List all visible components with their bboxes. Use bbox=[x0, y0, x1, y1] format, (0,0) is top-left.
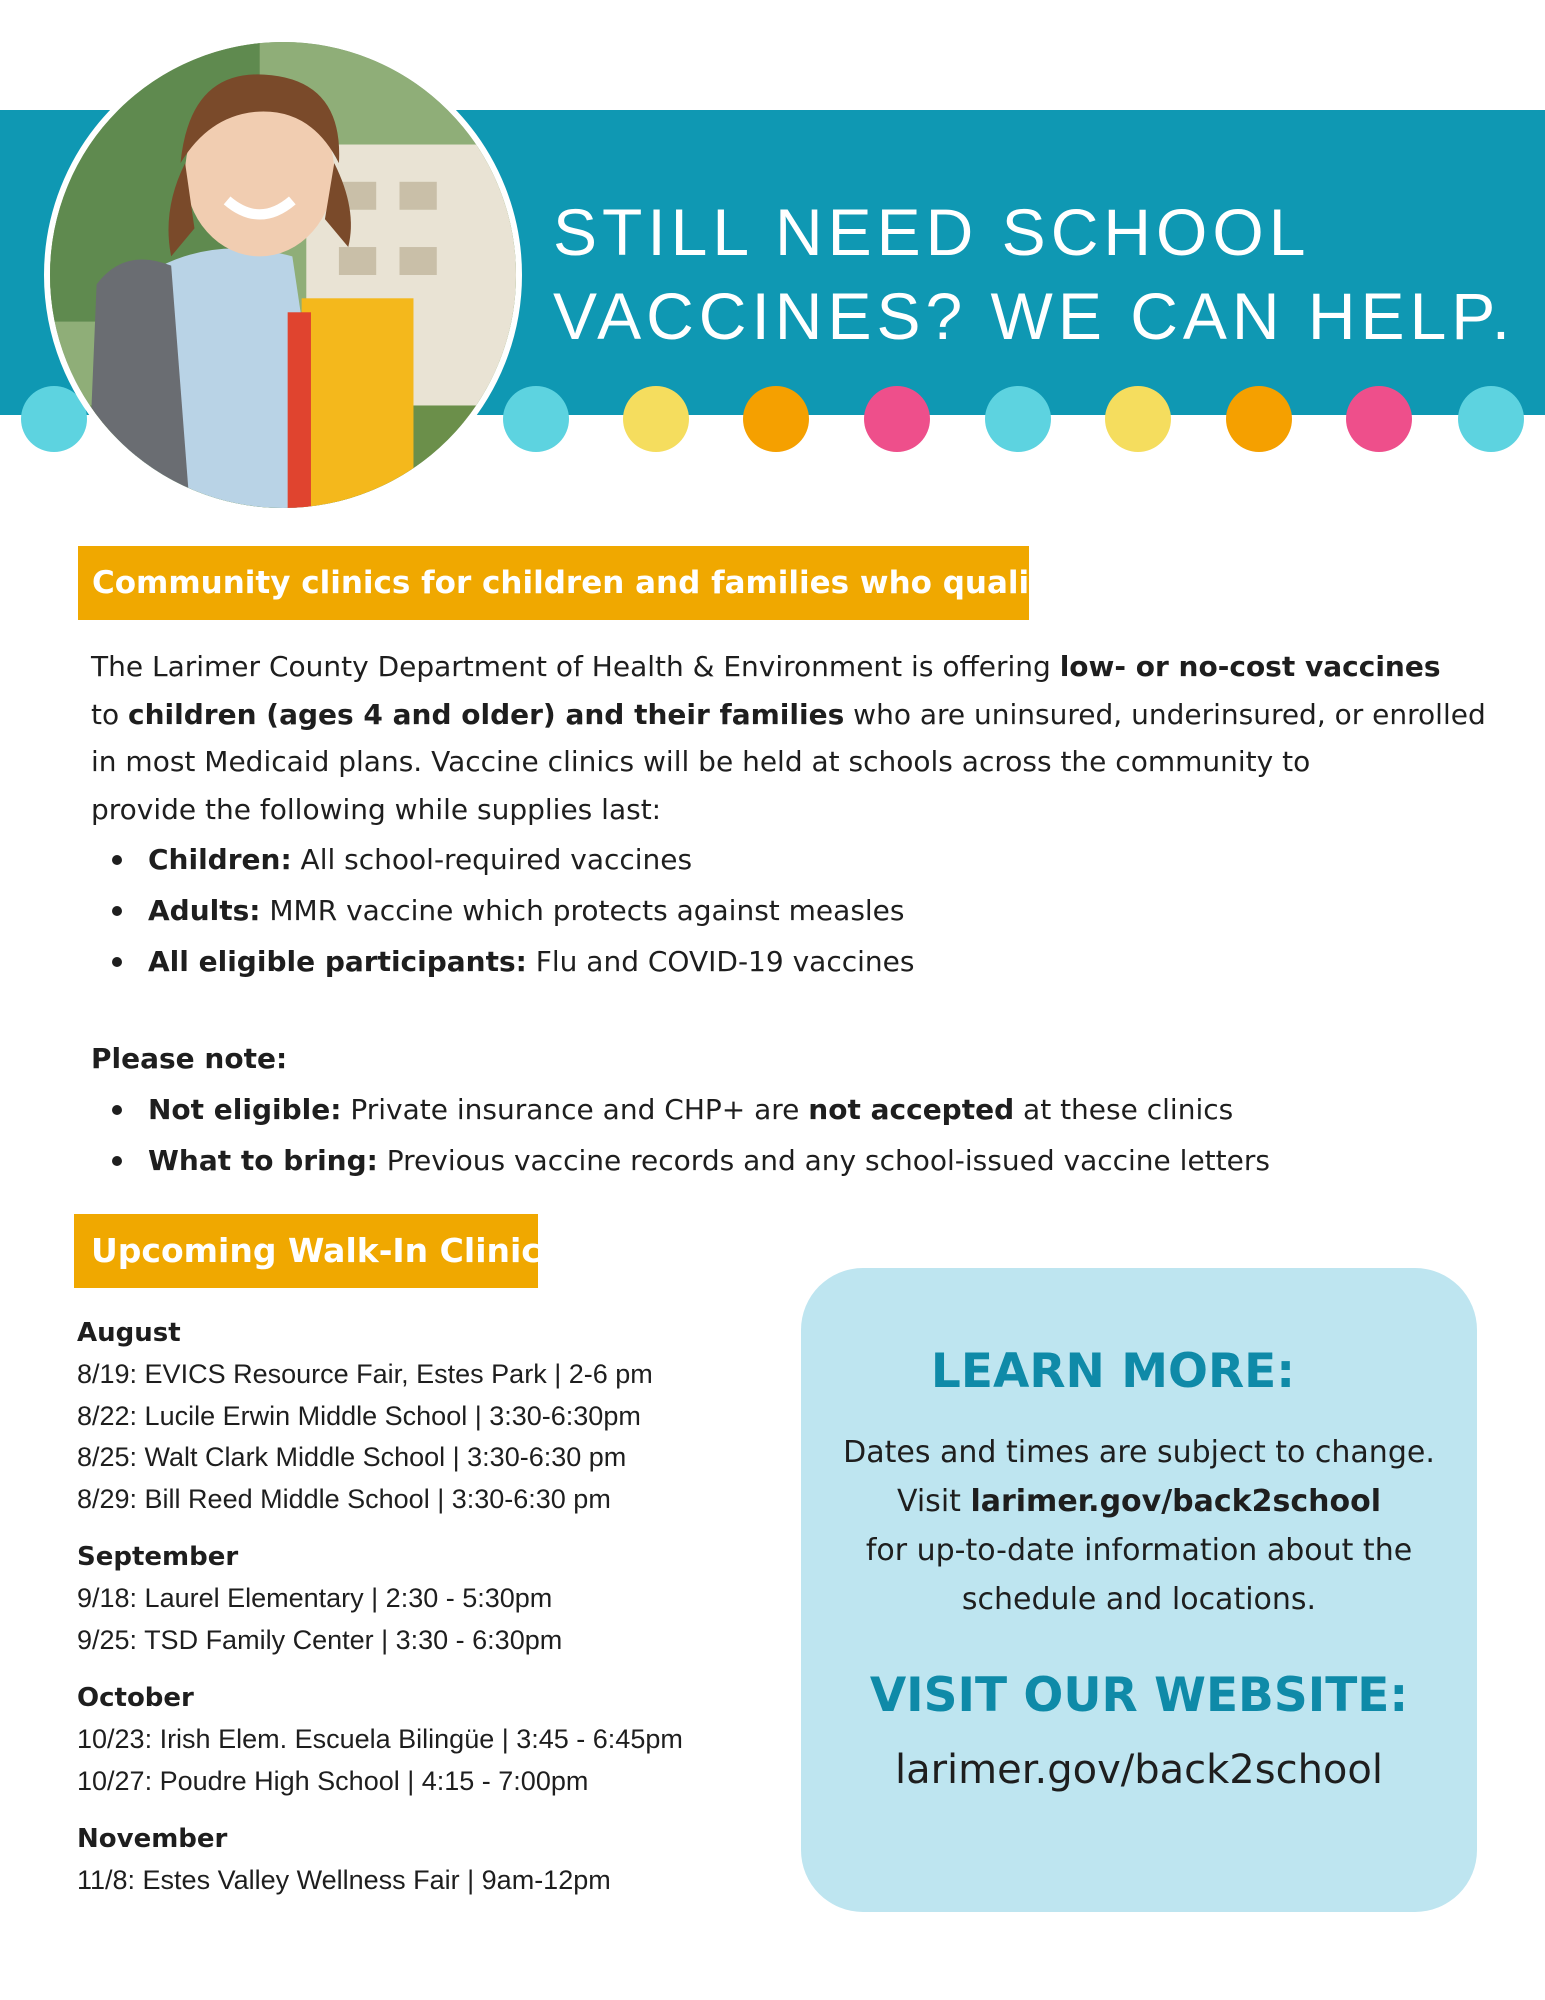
learn-more-text bbox=[801, 1428, 1477, 1624]
learn-more-line: Dates and times are subject to change. bbox=[843, 1435, 1435, 1470]
month-group-november bbox=[77, 1818, 777, 1902]
offer-text: Flu and COVID-19 vaccines bbox=[526, 945, 915, 978]
clinic-schedule bbox=[77, 1312, 777, 1918]
clinic-item: 9/25: TSD Family Center | 3:30 - 6:30pm bbox=[77, 1624, 563, 1655]
note-text: at these clinics bbox=[1014, 1093, 1234, 1126]
intro-bold: children (ages 4 and older) and their families bbox=[128, 697, 845, 731]
decor-dot bbox=[503, 386, 569, 452]
note-bold: not accepted bbox=[808, 1093, 1015, 1126]
note-label: Not eligible: bbox=[148, 1093, 342, 1126]
offer-label: Children: bbox=[148, 843, 292, 876]
clinic-item: 10/23: Irish Elem. Escuela Bilingüe | 3:45 - 6:45pm bbox=[77, 1724, 683, 1754]
list-item bbox=[110, 936, 914, 987]
decor-dot bbox=[1226, 386, 1292, 452]
learn-more-line bbox=[801, 1477, 1477, 1526]
community-heading: Community clinics for children and families who qualify. bbox=[78, 546, 1029, 620]
list-item bbox=[110, 1135, 1270, 1186]
offer-label: Adults: bbox=[148, 894, 261, 927]
intro-text: who are uninsured, underinsured, or enrolled bbox=[844, 697, 1486, 731]
decor-dot bbox=[1346, 386, 1412, 452]
child-photo bbox=[44, 36, 522, 514]
list-item bbox=[110, 834, 914, 885]
clinic-item: 8/19: EVICS Resource Fair, Estes Park | 2-6 pm bbox=[77, 1359, 653, 1389]
page-title bbox=[553, 190, 1543, 358]
offer-text: All school-required vaccines bbox=[291, 843, 693, 876]
month-label: October bbox=[77, 1683, 194, 1713]
learn-more-visit: Visit bbox=[896, 1484, 971, 1519]
decor-dot bbox=[985, 386, 1051, 452]
offer-label: All eligible participants: bbox=[148, 945, 527, 978]
learn-more-title: LEARN MORE: bbox=[930, 1344, 1296, 1399]
month-label: August bbox=[77, 1318, 181, 1348]
intro-bold: low- or no-cost vaccines bbox=[1059, 650, 1441, 683]
website-link[interactable]: larimer.gov/back2school bbox=[894, 1747, 1383, 1793]
list-item bbox=[110, 885, 914, 936]
list-item bbox=[110, 1084, 1270, 1135]
clinic-item: 8/25: Walt Clark Middle School | 3:30-6:30 pm bbox=[77, 1442, 627, 1472]
note-text: Private insurance and CHP+ are bbox=[341, 1093, 809, 1126]
note-text: Previous vaccine records and any school-issued vaccine letters bbox=[377, 1144, 1270, 1177]
clinic-item: 10/27: Poudre High School | 4:15 - 7:00pm bbox=[77, 1765, 589, 1796]
intro-paragraph bbox=[91, 643, 1486, 833]
clinic-item: 9/18: Laurel Elementary | 2:30 - 5:30pm bbox=[77, 1583, 553, 1613]
offer-text: MMR vaccine which protects against measles bbox=[260, 894, 905, 927]
note-label: What to bring: bbox=[148, 1144, 378, 1177]
note-title: Please note: bbox=[91, 1042, 288, 1075]
intro-text: The Larimer County Department of Health & Environment is offering bbox=[91, 650, 1060, 683]
decor-dot bbox=[1105, 386, 1171, 452]
month-group-october bbox=[77, 1677, 777, 1802]
headline-line-2: VACCINES? WE CAN HELP. bbox=[553, 279, 1516, 353]
learn-more-box bbox=[801, 1268, 1477, 1912]
decor-dot bbox=[864, 386, 930, 452]
learn-more-line: schedule and locations. bbox=[961, 1582, 1317, 1617]
decor-dot bbox=[623, 386, 689, 452]
clinic-item: 8/22: Lucile Erwin Middle School | 3:30-6:30pm bbox=[77, 1400, 641, 1431]
month-label: November bbox=[77, 1824, 228, 1854]
intro-text: to bbox=[91, 697, 129, 731]
intro-text: provide the following while supplies last: bbox=[91, 792, 662, 826]
decor-dot bbox=[1458, 386, 1524, 452]
notes-list bbox=[110, 1084, 1270, 1186]
website-title: VISIT OUR WEBSITE: bbox=[869, 1668, 1409, 1723]
month-label: September bbox=[77, 1542, 239, 1572]
month-group-september bbox=[77, 1536, 777, 1661]
child-illustration bbox=[50, 42, 516, 508]
month-group-august bbox=[77, 1312, 777, 1520]
learn-more-link[interactable]: larimer.gov/back2school bbox=[970, 1484, 1382, 1519]
decor-dot bbox=[743, 386, 809, 452]
clinic-item: 11/8: Estes Valley Wellness Fair | 9am-12pm bbox=[77, 1865, 611, 1895]
offers-list bbox=[110, 834, 914, 987]
clinic-item: 8/29: Bill Reed Middle School | 3:30-6:30 pm bbox=[77, 1483, 611, 1514]
learn-more-line: for up-to-date information about the bbox=[865, 1533, 1413, 1568]
clinics-heading: Upcoming Walk-In Clinics bbox=[74, 1214, 538, 1288]
headline-line-1: STILL NEED SCHOOL bbox=[553, 195, 1311, 269]
intro-text: in most Medicaid plans. Vaccine clinics will be held at schools across the community to bbox=[91, 745, 1311, 778]
